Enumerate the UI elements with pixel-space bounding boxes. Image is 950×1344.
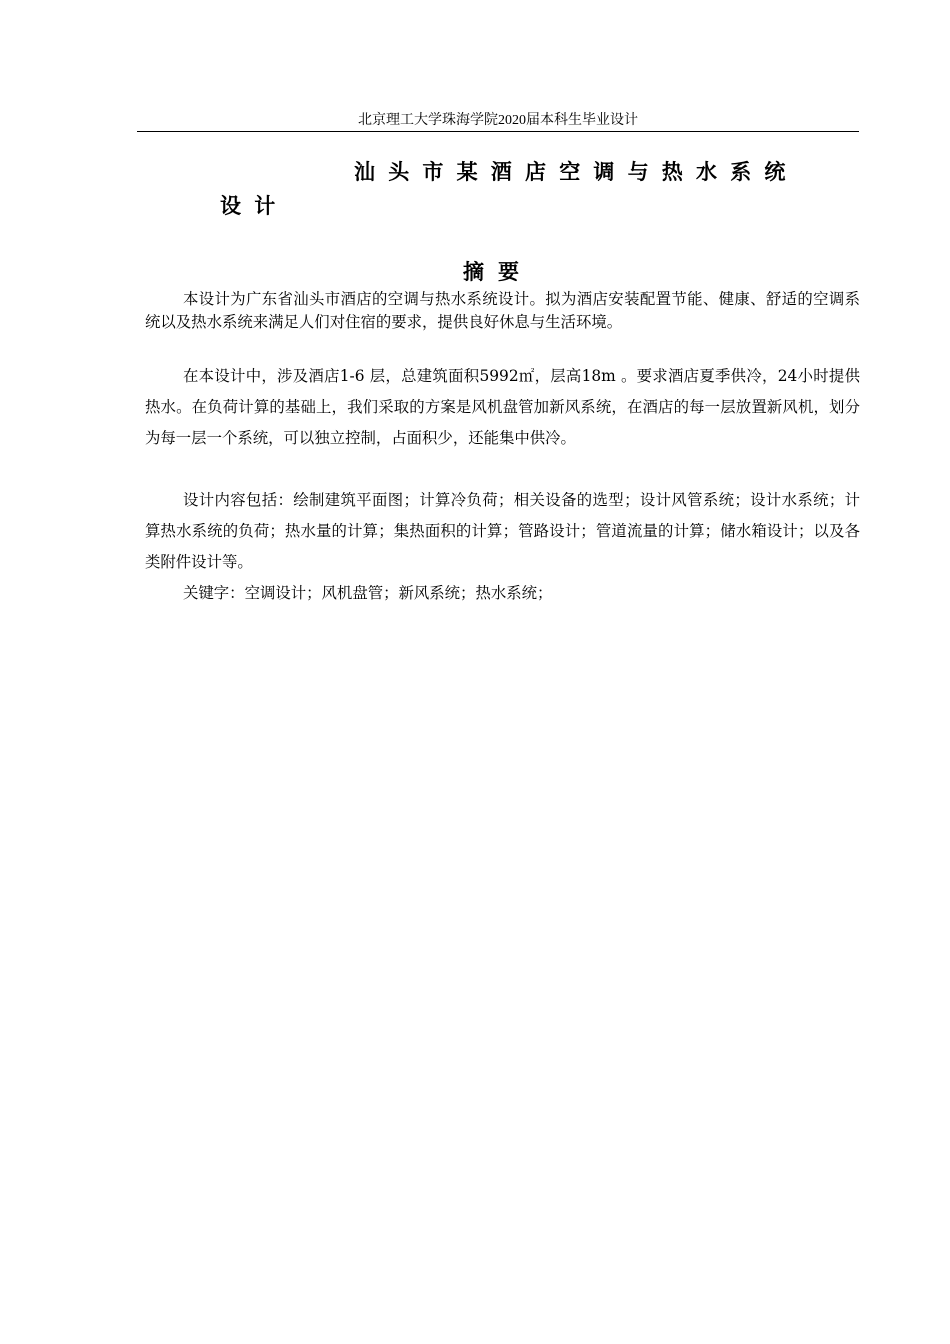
abstract-heading: 摘要 [463, 260, 533, 284]
keywords-text: 空调设计；风机盘管；新风系统；热水系统； [244, 584, 553, 602]
abstract-paragraph-1: 本设计为广东省汕头市酒店的空调与热水系统设计。拟为酒店安装配置节能、健康、舒适的空调系统以及热水系统来满足人们对住宿的要求，提供良好休息与生活环境。 [145, 290, 860, 331]
header-rule [137, 131, 859, 132]
abstract-paragraph-3: 设计内容包括：绘制建筑平面图；计算冷负荷；相关设备的选型；设计风管系统；设计水系统；计算热水系统的负荷；热水量的计算；集热面积的计算；管路设计；管道流量的计算；储水箱设计；以及各类附件设计等。 [145, 491, 860, 571]
thesis-title-line-1: 汕头市某酒店空调与热水系统 [354, 160, 799, 184]
running-header: 北京理工大学珠海学院2020届本科生毕业设计 [358, 113, 638, 128]
keywords-line [145, 578, 860, 609]
thesis-title-line-2: 设计 [220, 194, 289, 218]
abstract-paragraph-2: 在本设计中，涉及酒店1-6 层，总建筑面积5992㎡，层高18m 。要求酒店夏季供冷，24小时提供热水。在负荷计算的基础上，我们采取的方案是风机盘管加新风系统，在酒店的每一层放置新风机，划分为每一层一个系统，可以独立控制，占面积少，还能集中供冷。 [145, 367, 860, 447]
keywords-label: 关键字： [183, 584, 245, 602]
